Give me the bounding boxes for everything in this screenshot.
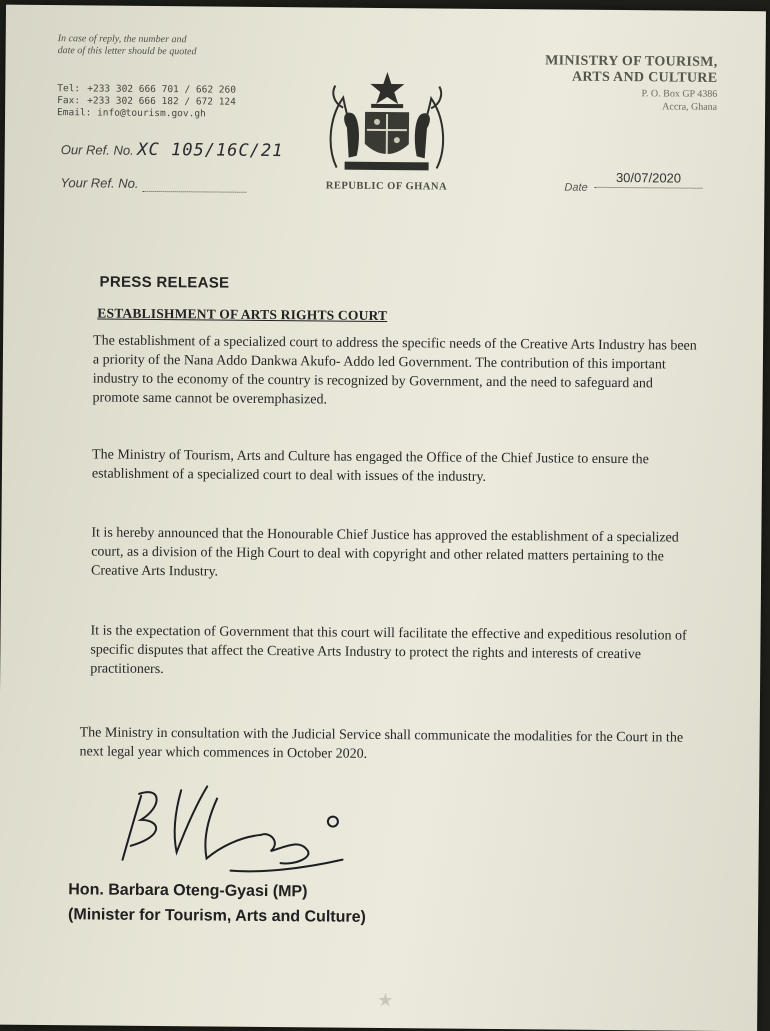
our-ref-label: Our Ref. No. xyxy=(61,142,134,158)
tel-number: +233 302 666 701 / 662 260 xyxy=(87,83,236,95)
paragraph-5: The Ministry in consultation with the Judicial Service shall communicate the modalities for the Court in the next legal year which commences in October 2020. xyxy=(79,723,697,766)
signature xyxy=(110,776,361,888)
your-ref-line xyxy=(142,176,246,193)
press-release-subtitle: ESTABLISHMENT OF ARTS RIGHTS COURT xyxy=(97,305,387,324)
paragraph-2: The Ministry of Tourism, Arts and Culture has engaged the Office of the Chief Justice to ensure the establishment of a specialized court to deal with issues of the industry. xyxy=(92,445,700,488)
ministry-name-line2: ARTS AND CULTURE xyxy=(545,69,718,87)
press-release-title: PRESS RELEASE xyxy=(100,274,230,292)
city: Accra, Ghana xyxy=(545,100,717,113)
our-ref xyxy=(61,139,284,161)
fax-number: +233 302 666 182 / 672 124 xyxy=(87,95,236,107)
our-ref-value: XC 105/16C/21 xyxy=(137,140,283,161)
fax-label: Fax: xyxy=(57,95,87,107)
ministry-address xyxy=(545,53,718,113)
signatory-name: Hon. Barbara Oteng-Gyasi (MP) xyxy=(68,877,366,905)
date-label: Date xyxy=(564,182,587,194)
republic-of-ghana-label: REPUBLIC OF GHANA xyxy=(322,180,450,192)
paragraph-4: It is the expectation of Government that this court will facilitate the effective and expeditious resolution of specific disputes that affect the Creative Arts Industry to protect the rights and interests of creative practitioners. xyxy=(90,621,698,683)
letter-page xyxy=(0,5,766,1031)
your-ref xyxy=(60,175,246,193)
date-value: 30/07/2020 xyxy=(594,170,702,189)
signatory-block xyxy=(68,877,366,930)
paragraph-3: It is hereby announced that the Honourable Chief Justice has approved the establishment of a specialized court, as a division of the High Court to deal with copyright and other related matters pertaining to the Creative Arts Industry. xyxy=(91,523,699,585)
ghana-coat-of-arms-icon xyxy=(323,67,452,178)
contact-block xyxy=(57,83,236,121)
embossed-star-icon: ★ xyxy=(377,990,393,1011)
reply-note: In case of reply, the number and date of this letter should be quoted xyxy=(58,33,198,58)
po-box: P. O. Box GP 4386 xyxy=(545,87,717,100)
your-ref-label: Your Ref. No. xyxy=(60,175,138,191)
ministry-name-line1: MINISTRY OF TOURISM, xyxy=(545,53,718,71)
signatory-title: (Minister for Tourism, Arts and Culture) xyxy=(68,902,366,930)
email-address: Email: info@tourism.gov.gh xyxy=(57,107,236,121)
paragraph-1: The establishment of a specialized court to address the specific needs of the Creative Arts Industry has been a priority of the Nana Addo Dankwa Akufo- Addo led Government. The contribution of this important industry to the economy of the country is recognized by Government, and the need to safeguard and promote same cannot be overemphasized. xyxy=(93,331,702,412)
tel-label: Tel: xyxy=(57,83,87,95)
